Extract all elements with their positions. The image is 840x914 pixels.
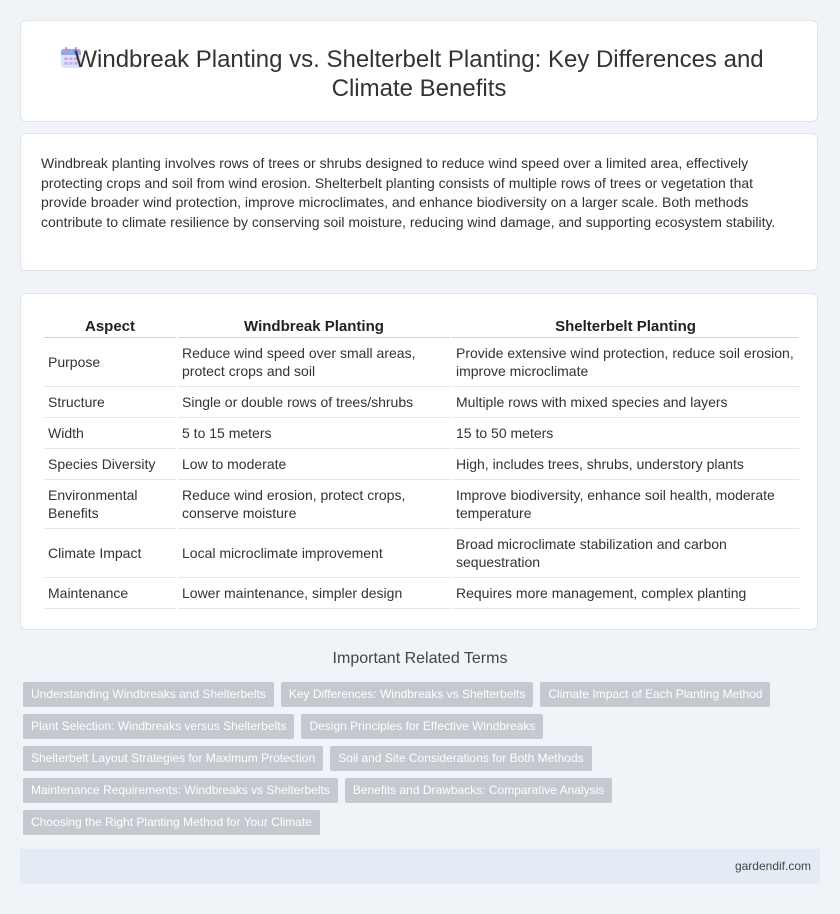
table-row: [44, 578, 799, 609]
row-aspect: Purpose: [44, 338, 176, 387]
intro-paragraph: Windbreak planting involves rows of trees or shrubs designed to reduce wind speed over a limited area, effectively protecting crops and soil from wind erosion. Shelterbelt planting consists of multiple rows of trees or vegetation that provide broader wind protection, improve microclimates, and enhance biodiversity on a larger scale. Both methods contribute to climate resilience by conserving soil moisture, reducing wind damage, and supporting ecosystem stability.: [41, 155, 776, 230]
row-shelterbelt-value: High, includes trees, shrubs, understory plants: [452, 449, 799, 480]
column-header-windbreak: Windbreak Planting: [178, 315, 450, 338]
row-shelterbelt-value: Multiple rows with mixed species and layers: [452, 387, 799, 418]
row-windbreak-value: Reduce wind speed over small areas, protect crops and soil: [178, 338, 450, 387]
related-term-tag[interactable]: Benefits and Drawbacks: Comparative Analysis: [345, 778, 612, 803]
related-terms-list: [23, 682, 803, 842]
page-title: [21, 45, 817, 103]
row-aspect: Climate Impact: [44, 529, 176, 578]
comparison-table: [44, 315, 799, 609]
related-term-tag[interactable]: Soil and Site Considerations for Both Methods: [330, 746, 591, 771]
row-shelterbelt-value: Improve biodiversity, enhance soil health, moderate temperature: [452, 480, 799, 529]
row-aspect: Environmental Benefits: [44, 480, 176, 529]
related-term-tag[interactable]: Choosing the Right Planting Method for Your Climate: [23, 810, 320, 835]
row-shelterbelt-value: Requires more management, complex planting: [452, 578, 799, 609]
row-shelterbelt-value: Broad microclimate stabilization and carbon sequestration: [452, 529, 799, 578]
table-row: [44, 418, 799, 449]
related-term-tag[interactable]: Climate Impact of Each Planting Method: [540, 682, 770, 707]
table-row: [44, 449, 799, 480]
row-windbreak-value: Reduce wind erosion, protect crops, conserve moisture: [178, 480, 450, 529]
row-windbreak-value: Local microclimate improvement: [178, 529, 450, 578]
row-shelterbelt-value: Provide extensive wind protection, reduce soil erosion, improve microclimate: [452, 338, 799, 387]
related-term-tag[interactable]: Maintenance Requirements: Windbreaks vs Shelterbelts: [23, 778, 338, 803]
page-title-line-1: Windbreak Planting vs. Shelterbelt Planting: Key Differences and: [74, 46, 764, 73]
site-link[interactable]: gardendif.com: [734, 859, 811, 873]
comparison-table-card: [20, 293, 818, 630]
related-term-tag[interactable]: Understanding Windbreaks and Shelterbelts: [23, 682, 274, 707]
footer-bar: [20, 849, 820, 884]
row-aspect: Species Diversity: [44, 449, 176, 480]
related-term-tag[interactable]: Shelterbelt Layout Strategies for Maximum Protection: [23, 746, 323, 771]
row-shelterbelt-value: 15 to 50 meters: [452, 418, 799, 449]
page-title-line-2: Climate Benefits: [331, 75, 507, 102]
row-windbreak-value: Single or double rows of trees/shrubs: [178, 387, 450, 418]
column-header-shelterbelt: Shelterbelt Planting: [452, 315, 799, 338]
related-term-tag[interactable]: Plant Selection: Windbreaks versus Shelterbelts: [23, 714, 294, 739]
row-aspect: Width: [44, 418, 176, 449]
table-row: [44, 529, 799, 578]
table-row: [44, 338, 799, 387]
row-windbreak-value: 5 to 15 meters: [178, 418, 450, 449]
column-header-aspect: Aspect: [44, 315, 176, 338]
row-aspect: Structure: [44, 387, 176, 418]
related-terms-title: Important Related Terms: [332, 650, 508, 667]
intro-card: [20, 133, 818, 271]
related-term-tag[interactable]: Design Principles for Effective Windbreaks: [301, 714, 543, 739]
table-row: [44, 387, 799, 418]
table-row: [44, 480, 799, 529]
table-header-row: [44, 315, 799, 338]
related-term-tag[interactable]: Key Differences: Windbreaks vs Shelterbelts: [281, 682, 534, 707]
header-card: [20, 20, 818, 122]
row-windbreak-value: Low to moderate: [178, 449, 450, 480]
row-windbreak-value: Lower maintenance, simpler design: [178, 578, 450, 609]
row-aspect: Maintenance: [44, 578, 176, 609]
